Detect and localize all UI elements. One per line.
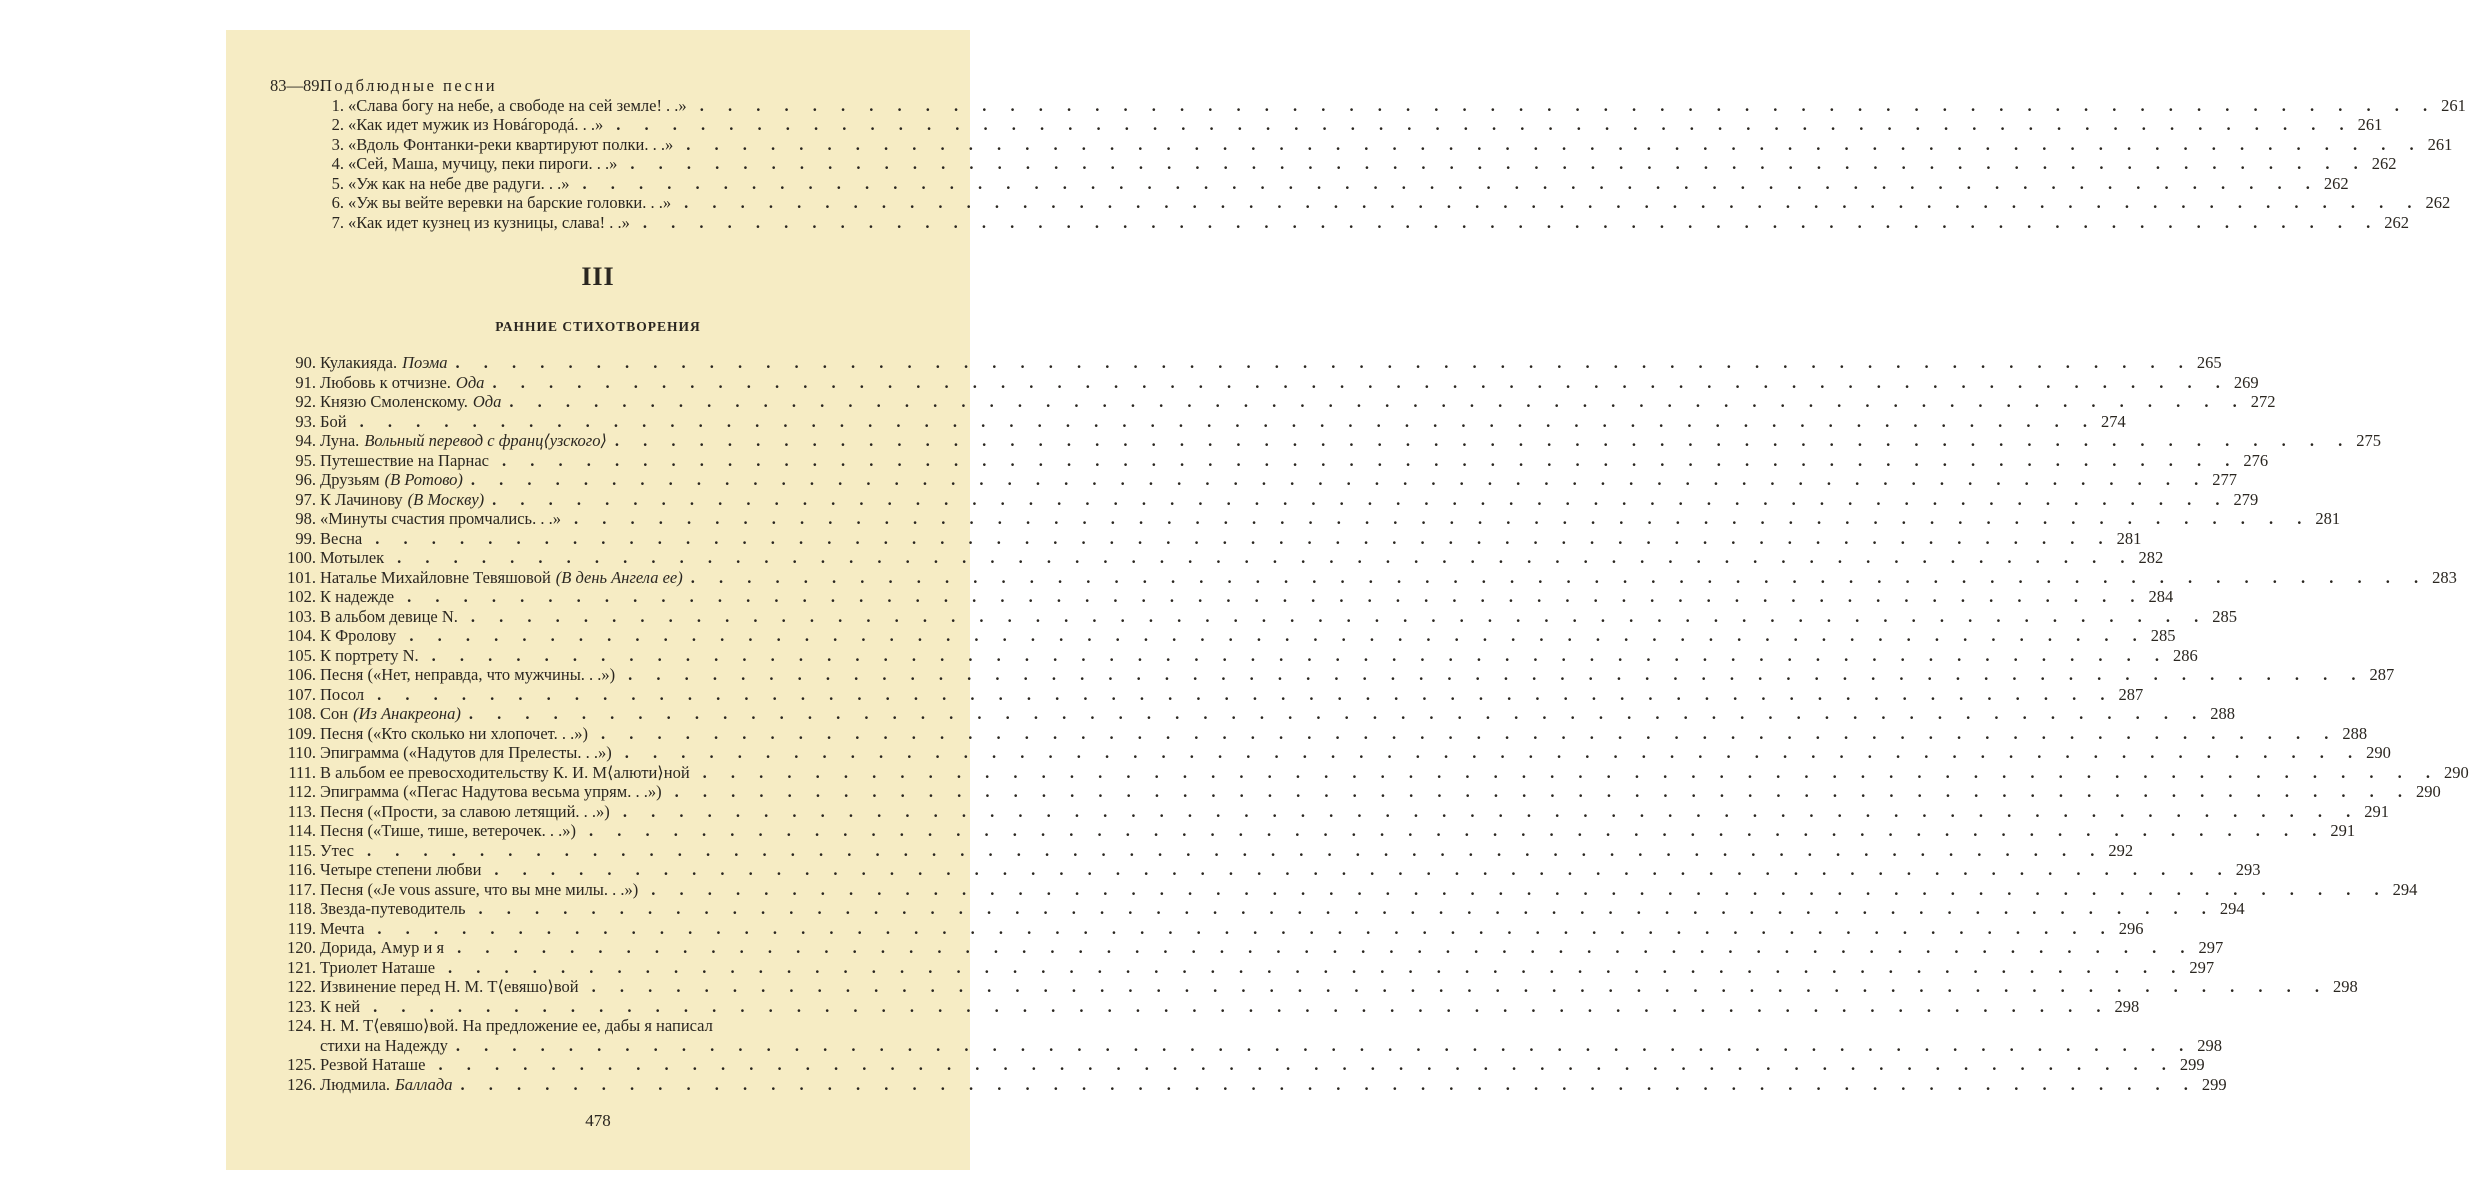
dot-leader: . . . . . . . . . . . . . . . . . . . . . . . . . . . . . . . . . . . . . . . . . . . . . . . . . . . . . . . . . . . . . . bbox=[377, 684, 2115, 704]
entry-page: 291 bbox=[2330, 821, 2356, 840]
toc-entry bbox=[270, 548, 2164, 568]
toc-entry bbox=[270, 938, 2224, 958]
entry-title: «Уж вы вейте веревки на барские головки. . .» bbox=[348, 193, 672, 212]
dot-leader: . . . . . . . . . . . . . . . . . . . . . . . . . . . . . . . . . . . . . . . . . . . . . . . . . . . . . . . . . . . . . . bbox=[431, 645, 2170, 665]
entry-page: 293 bbox=[2235, 860, 2261, 879]
entry-page: 261 bbox=[2427, 134, 2453, 154]
entry-title: Извинение перед Н. М. Т⟨евяшо⟩вой bbox=[320, 977, 579, 996]
dot-leader: . . . . . . . . . . . . . . . . . . . . . . . . . . . . . . . . . . . . . . . . . . . . . . . . . . . . . . . . . . . . . . bbox=[573, 509, 2312, 528]
entry-number: 3. bbox=[331, 134, 344, 154]
toc-entry bbox=[270, 762, 2469, 783]
toc-entry bbox=[270, 431, 2382, 451]
contents-list bbox=[270, 353, 2469, 1094]
entry-title: В альбом девице N. bbox=[320, 606, 458, 626]
entry-page: 282 bbox=[2138, 548, 2164, 567]
dot-leader: . . . . . . . . . . . . . . . . . . . . . . . . . . . . . . . . . . . . . . . . . . . . . . . . . . . . . . . . . . . . . . bbox=[630, 154, 2368, 173]
entry-number: 95. bbox=[295, 450, 316, 470]
toc-entry bbox=[270, 782, 2441, 802]
dot-leader: . . . . . . . . . . . . . . . . . . . . . . . . . . . . . . . . . . . . . . . . . . . . . . . . . . . . . . . . . . . . . . bbox=[359, 411, 2097, 431]
toc-entry bbox=[270, 665, 2395, 685]
dot-leader: . . . . . . . . . . . . . . . . . . . . . . . . . . . . . . . . . . . . . . . . . . . . . . . . . . . . . . . . . . . . . . bbox=[492, 489, 2230, 509]
dot-leader: . . . . . . . . . . . . . . . . . . . . . . . . . . . . . . . . . . . . . . . . . . . . . . . . . . . . . . . . . . . . . . bbox=[455, 353, 2193, 372]
dot-leader: . . . . . . . . . . . . . . . . . . . . . . . . . . . . . . . . . . . . . . . . . . . . . . . . . . . . . . . . . . . . . . bbox=[373, 996, 2111, 1016]
entry-title: Любовь к отчизне. bbox=[320, 372, 451, 392]
entry-page: 299 bbox=[2179, 1055, 2205, 1074]
entry-number: 90. bbox=[295, 353, 316, 372]
entry-title: Триолет Наташе bbox=[320, 957, 436, 977]
entry-title: Бой bbox=[320, 411, 347, 431]
entry-page: 261 bbox=[2357, 115, 2383, 134]
entry-title: Путешествие на Парнас bbox=[320, 450, 489, 470]
toc-entry bbox=[270, 193, 2451, 213]
toc-entry bbox=[270, 977, 2358, 997]
entry-number: 99. bbox=[295, 528, 316, 548]
entry-title: «Как идет кузнец из кузницы, слава! . .» bbox=[348, 212, 630, 232]
entry-title: Друзьям bbox=[320, 470, 380, 489]
entry-title: «Как идет мужик из Новáгородá. . .» bbox=[348, 115, 604, 134]
section-title: РАННИЕ СТИХОТВОРЕНИЯ bbox=[495, 319, 701, 334]
entry-title: К портрету N. bbox=[320, 645, 419, 665]
entry-title: Песня («Je vous assure, что вы мне милы. . .») bbox=[320, 879, 639, 899]
entry-title: «Слава богу на небе, а свободе на сей земле! . .» bbox=[348, 95, 687, 115]
dot-leader: . . . . . . . . . . . . . . . . . . . . . . . . . . . . . . . . . . . . . . . . . . . . . . . . . . . . . . . . . . . . . . bbox=[684, 193, 2422, 212]
entry-title: Князю Смоленскому. bbox=[320, 392, 468, 411]
toc-entry bbox=[270, 821, 2356, 841]
entry-page: 274 bbox=[2100, 411, 2126, 431]
toc-entry bbox=[270, 509, 2341, 529]
toc-entry-continuation bbox=[270, 1035, 2222, 1056]
toc-entry bbox=[270, 996, 2140, 1017]
dot-leader: . . . . . . . . . . . . . . . . . . . . . . . . . . . . . . . . . . . . . . . . . . . . . . . . . . . . . . . . . . . . . . bbox=[375, 528, 2113, 548]
entry-title: К ней bbox=[320, 996, 361, 1016]
entry-number: 113. bbox=[287, 801, 316, 821]
dot-leader: . . . . . . . . . . . . . . . . . . . . . . . . . . . . . . . . . . . . . . . . . . . . . . . . . . . . . . . . . . . . . . bbox=[614, 431, 2353, 450]
dot-leader: . . . . . . . . . . . . . . . . . . . . . . . . . . . . . . . . . . . . . . . . . . . . . . . . . . . . . . . . . . . . . . bbox=[478, 899, 2216, 918]
entry-title: В альбом ее превосходительству К. И. М⟨алюти⟩ной bbox=[320, 762, 690, 782]
dot-leader: . . . . . . . . . . . . . . . . . . . . . . . . . . . . . . . . . . . . . . . . . . . . . . . . . . . . . . . . . . . . . . bbox=[502, 450, 2240, 470]
entry-page: 262 bbox=[2371, 154, 2397, 173]
part-numeral: III bbox=[581, 262, 615, 291]
entry-number: 102. bbox=[287, 587, 316, 606]
entry-number: 6. bbox=[331, 193, 344, 212]
entry-title: Наталье Михайловне Тевяшовой bbox=[320, 567, 551, 587]
dot-leader: . . . . . . . . . . . . . . . . . . . . . . . . . . . . . . . . . . . . . . . . . . . . . . . . . . . . . . . . . . . . . . bbox=[457, 938, 2195, 957]
entry-page: 291 bbox=[2364, 801, 2389, 821]
entry-page: 262 bbox=[2323, 173, 2349, 193]
entry-title: Песня («Прости, за славою летящий. . .») bbox=[320, 801, 610, 821]
toc-entry bbox=[270, 899, 2245, 919]
dot-leader: . . . . . . . . . . . . . . . . . . . . . . . . . . . . . . . . . . . . . . . . . . . . . . . . . . . . . . . . . . . . . . bbox=[397, 548, 2135, 567]
toc-entry bbox=[270, 353, 2222, 373]
entry-title: «Вдоль Фонтанки-реки квартируют полки. . .» bbox=[348, 134, 674, 154]
dot-leader: . . . . . . . . . . . . . . . . . . . . . . . . . . . . . . . . . . . . . . . . . . . . . . . . . . . . . . . . . . . . . . bbox=[686, 134, 2424, 154]
toc-entry bbox=[270, 372, 2259, 393]
entry-title: Людмила. bbox=[320, 1074, 391, 1094]
toc-entry bbox=[270, 606, 2238, 627]
entry-page: 262 bbox=[2384, 212, 2410, 232]
toc-entry bbox=[270, 134, 2453, 155]
entry-genre: Поэма bbox=[402, 353, 448, 372]
entry-number: 92. bbox=[295, 392, 316, 411]
toc-entry bbox=[270, 918, 2144, 939]
entry-number: 114. bbox=[287, 821, 316, 840]
entry-number: 112. bbox=[287, 782, 316, 801]
dot-leader: . . . . . . . . . . . . . . . . . . . . . . . . . . . . . . . . . . . . . . . . . . . . . . . . . . . . . . . . . . . . . . bbox=[492, 372, 2230, 392]
dot-leader: . . . . . . . . . . . . . . . . . . . . . . . . . . . . . . . . . . . . . . . . . . . . . . . . . . . . . . . . . . . . . . bbox=[622, 801, 2361, 821]
entry-page: 296 bbox=[2118, 918, 2144, 938]
toc-entry-multiline bbox=[270, 1016, 924, 1036]
entry-genre: Ода bbox=[455, 372, 485, 392]
dot-leader: . . . . . . . . . . . . . . . . . . . . . . . . . . . . . . . . . . . . . . . . . . . . . . . . . . . . . . . . . . . . . . bbox=[690, 567, 2429, 587]
toc-entry bbox=[270, 489, 2259, 510]
entry-page: 288 bbox=[2210, 704, 2235, 723]
entry-title: Кулакияда. bbox=[320, 353, 398, 372]
entry-page: 290 bbox=[2415, 782, 2441, 801]
toc-entry bbox=[270, 801, 2389, 822]
entry-genre: (В Ротово) bbox=[384, 470, 463, 489]
toc-entry bbox=[270, 645, 2198, 666]
entry-number: 110. bbox=[287, 743, 316, 762]
toc-entry bbox=[270, 470, 2238, 490]
entry-page: 298 bbox=[2197, 1035, 2222, 1055]
entry-page: 285 bbox=[2150, 626, 2176, 645]
entry-page: 290 bbox=[2444, 762, 2469, 782]
toc-entry bbox=[270, 212, 2410, 233]
dot-leader: . . . . . . . . . . . . . . . . . . . . . . . . . . . . . . . . . . . . . . . . . . . . . . . . . . . . . . . . . . . . . . bbox=[438, 1055, 2176, 1074]
entry-page: 297 bbox=[2189, 957, 2215, 977]
entry-number: 94. bbox=[295, 431, 316, 450]
toc-entry bbox=[270, 173, 2349, 194]
entry-number: 121. bbox=[287, 957, 316, 977]
entry-page: 261 bbox=[2441, 95, 2466, 115]
entry-page: 298 bbox=[2114, 996, 2140, 1016]
entry-page: 281 bbox=[2116, 528, 2142, 548]
entry-number: 122. bbox=[287, 977, 316, 996]
entry-number: 100. bbox=[287, 548, 316, 567]
entry-genre: (В Москву) bbox=[407, 489, 485, 509]
entry-genre: Вольный перевод с франц⟨узского⟩ bbox=[364, 431, 607, 450]
entry-page: 285 bbox=[2212, 606, 2238, 626]
dot-leader: . . . . . . . . . . . . . . . . . . . . . . . . . . . . . . . . . . . . . . . . . . . . . . . . . . . . . . . . . . . . . . bbox=[366, 840, 2105, 860]
entry-title: Мечта bbox=[320, 918, 365, 938]
toc-entry bbox=[270, 1074, 2227, 1095]
entry-number: 106. bbox=[287, 665, 316, 684]
dot-leader: . . . . . . . . . . . . . . . . . . . . . . . . . . . . . . . . . . . . . . . . . . . . . . . . . . . . . . . . . . . . . . bbox=[589, 821, 2327, 840]
toc-entry bbox=[270, 567, 2457, 588]
entry-page: 272 bbox=[2250, 392, 2276, 411]
dot-leader: . . . . . . . . . . . . . . . . . . . . . . . . . . . . . . . . . . . . . . . . . . . . . . . . . . . . . . . . . . . . . . bbox=[470, 606, 2209, 626]
toc-entry bbox=[270, 743, 2391, 763]
toc-entry bbox=[270, 879, 2418, 900]
entry-genre: Баллада bbox=[395, 1074, 453, 1094]
entry-page: 262 bbox=[2425, 193, 2451, 212]
book-page bbox=[226, 30, 2469, 1170]
entry-page: 294 bbox=[2219, 899, 2245, 918]
entry-number: 109. bbox=[287, 723, 316, 743]
entry-title: К надежде bbox=[320, 587, 395, 606]
entry-number: 123. bbox=[287, 996, 316, 1016]
entry-number: 103. bbox=[287, 606, 316, 626]
entry-page: 286 bbox=[2173, 645, 2198, 665]
entry-number: 101. bbox=[287, 567, 316, 587]
toc-entry bbox=[270, 626, 2176, 646]
entry-title: Резвой Наташе bbox=[320, 1055, 426, 1074]
entry-genre: Ода bbox=[472, 392, 502, 411]
toc-entry bbox=[270, 528, 2142, 549]
entry-number: 98. bbox=[295, 509, 316, 528]
dot-leader: . . . . . . . . . . . . . . . . . . . . . . . . . . . . . . . . . . . . . . . . . . . . . . . . . . . . . . . . . . . . . . bbox=[699, 95, 2438, 115]
entry-page: 297 bbox=[2198, 938, 2224, 957]
entry-genre: (В день Ангела ее) bbox=[555, 567, 683, 587]
entry-number: 108. bbox=[287, 704, 316, 723]
toc-entry bbox=[270, 95, 2466, 116]
entry-page: 275 bbox=[2356, 431, 2382, 450]
entry-page: 290 bbox=[2366, 743, 2391, 762]
entry-page: 292 bbox=[2108, 840, 2134, 860]
entry-page: 294 bbox=[2392, 879, 2418, 899]
entry-title: К Лачинову bbox=[320, 489, 403, 509]
entry-title: Посол bbox=[320, 684, 365, 704]
dot-leader: . . . . . . . . . . . . . . . . . . . . . . . . . . . . . . . . . . . . . . . . . . . . . . . . . . . . . . . . . . . . . . bbox=[494, 860, 2232, 879]
entry-title: Эпиграмма («Пегас Надутова весьма упрям. . .») bbox=[320, 782, 662, 801]
dot-leader: . . . . . . . . . . . . . . . . . . . . . . . . . . . . . . . . . . . . . . . . . . . . . . . . . . . . . . . . . . . . . . bbox=[407, 587, 2145, 606]
group-title: Подблюдные песни bbox=[320, 76, 498, 95]
dot-leader: . . . . . . . . . . . . . . . . . . . . . . . . . . . . . . . . . . . . . . . . . . . . . . . . . . . . . . . . . . . . . . bbox=[377, 918, 2115, 938]
entry-title-line2: стихи на Надежду bbox=[320, 1035, 448, 1055]
dot-leader: . . . . . . . . . . . . . . . . . . . . . . . . . . . . . . . . . . . . . . . . . . . . . . . . . . . . . . . . . . . . . . bbox=[651, 879, 2389, 899]
entry-page: 284 bbox=[2148, 587, 2174, 606]
toc-entry bbox=[270, 587, 2174, 607]
dot-leader: . . . . . . . . . . . . . . . . . . . . . . . . . . . . . . . . . . . . . . . . . . . . . . . . . . . . . . . . . . . . . . bbox=[460, 1074, 2198, 1094]
entry-number: 91. bbox=[295, 372, 316, 392]
dot-leader: . . . . . . . . . . . . . . . . . . . . . . . . . . . . . . . . . . . . . . . . . . . . . . . . . . . . . . . . . . . . . . bbox=[582, 173, 2320, 193]
entry-number: 126. bbox=[287, 1074, 316, 1094]
toc-entry bbox=[270, 704, 2235, 724]
dot-leader: . . . . . . . . . . . . . . . . . . . . . . . . . . . . . . . . . . . . . . . . . . . . . . . . . . . . . . . . . . . . . . bbox=[702, 762, 2441, 782]
dot-leader: . . . . . . . . . . . . . . . . . . . . . . . . . . . . . . . . . . . . . . . . . . . . . . . . . . . . . . . . . . . . . . bbox=[468, 704, 2207, 723]
entry-number: 4. bbox=[331, 154, 344, 173]
entry-title: Дорида, Амур и я bbox=[320, 938, 445, 957]
toc-entry bbox=[270, 115, 2383, 135]
entry-page: 279 bbox=[2233, 489, 2259, 509]
toc-entry bbox=[270, 392, 2276, 412]
entry-number: 96. bbox=[295, 470, 316, 489]
dot-leader: . . . . . . . . . . . . . . . . . . . . . . . . . . . . . . . . . . . . . . . . . . . . . . . . . . . . . . . . . . . . . . bbox=[601, 723, 2339, 743]
dot-leader: . . . . . . . . . . . . . . . . . . . . . . . . . . . . . . . . . . . . . . . . . . . . . . . . . . . . . . . . . . . . . . bbox=[470, 470, 2209, 489]
entry-title: «Сей, Маша, мучицу, пеки пироги. . .» bbox=[348, 154, 618, 173]
entry-number: 119. bbox=[287, 918, 316, 938]
entry-number: 124. bbox=[287, 1016, 316, 1035]
entry-number: 1. bbox=[331, 95, 344, 115]
toc-entry bbox=[270, 154, 2397, 174]
entry-number: 104. bbox=[287, 626, 316, 645]
entry-title-line1: Н. М. Т⟨евяшо⟩вой. На предложение ее, дабы я написал bbox=[320, 1016, 713, 1035]
toc-entry bbox=[270, 723, 2368, 744]
toc-entry bbox=[270, 1055, 2205, 1075]
group-heading bbox=[270, 76, 924, 96]
entry-title: Четыре степени любви bbox=[320, 860, 482, 879]
entry-number: 120. bbox=[287, 938, 316, 957]
entry-page: 298 bbox=[2332, 977, 2358, 996]
entry-number: 107. bbox=[287, 684, 316, 704]
dot-leader: . . . . . . . . . . . . . . . . . . . . . . . . . . . . . . . . . . . . . . . . . . . . . . . . . . . . . . . . . . . . . . bbox=[509, 392, 2247, 411]
group-number: 83—89. bbox=[270, 76, 324, 95]
entry-genre: (Из Анакреона) bbox=[353, 704, 461, 723]
entry-number: 105. bbox=[287, 645, 316, 665]
dot-leader: . . . . . . . . . . . . . . . . . . . . . . . . . . . . . . . . . . . . . . . . . . . . . . . . . . . . . . . . . . . . . . bbox=[616, 115, 2354, 134]
entry-number: 2. bbox=[331, 115, 344, 134]
entry-number: 5. bbox=[331, 173, 344, 193]
entry-title: Весна bbox=[320, 528, 363, 548]
toc-entry bbox=[270, 957, 2215, 978]
entry-title: К Фролову bbox=[320, 626, 397, 645]
entry-title: Мотылек bbox=[320, 548, 385, 567]
entry-title: Звезда-путеводитель bbox=[320, 899, 466, 918]
toc-entry bbox=[270, 840, 2134, 861]
entry-title: Песня («Кто сколько ни хлопочет. . .») bbox=[320, 723, 588, 743]
entry-title: Луна. bbox=[320, 431, 360, 450]
entry-number: 117. bbox=[287, 879, 316, 899]
dot-leader: . . . . . . . . . . . . . . . . . . . . . . . . . . . . . . . . . . . . . . . . . . . . . . . . . . . . . . . . . . . . . . bbox=[642, 212, 2381, 232]
entry-title: «Уж как на небе две радуги. . .» bbox=[348, 173, 570, 193]
entry-page: 281 bbox=[2315, 509, 2341, 528]
entry-number: 97. bbox=[295, 489, 316, 509]
entry-page: 288 bbox=[2342, 723, 2368, 743]
dot-leader: . . . . . . . . . . . . . . . . . . . . . . . . . . . . . . . . . . . . . . . . . . . . . . . . . . . . . . . . . . . . . . bbox=[628, 665, 2366, 684]
page-number: 478 bbox=[585, 1111, 611, 1130]
dot-leader: . . . . . . . . . . . . . . . . . . . . . . . . . . . . . . . . . . . . . . . . . . . . . . . . . . . . . . . . . . . . . . bbox=[624, 743, 2363, 762]
toc-entry bbox=[270, 411, 2126, 432]
dot-leader: . . . . . . . . . . . . . . . . . . . . . . . . . . . . . . . . . . . . . . . . . . . . . . . . . . . . . . . . . . . . . . bbox=[448, 957, 2186, 977]
dot-leader: . . . . . . . . . . . . . . . . . . . . . . . . . . . . . . . . . . . . . . . . . . . . . . . . . . . . . . . . . . . . . . bbox=[591, 977, 2329, 996]
entry-number: 7. bbox=[331, 212, 344, 232]
toc-entry bbox=[270, 684, 2144, 705]
entry-title: Песня («Тише, тише, ветерочек. . .») bbox=[320, 821, 576, 840]
entry-page: 277 bbox=[2212, 470, 2238, 489]
dot-leader: . . . . . . . . . . . . . . . . . . . . . . . . . . . . . . . . . . . . . . . . . . . . . . . . . . . . . . . . . . . . . . bbox=[409, 626, 2147, 645]
entry-page: 283 bbox=[2432, 567, 2457, 587]
dot-leader: . . . . . . . . . . . . . . . . . . . . . . . . . . . . . . . . . . . . . . . . . . . . . . . . . . . . . . . . . . . . . . bbox=[455, 1035, 2194, 1055]
entry-page: 276 bbox=[2243, 450, 2269, 470]
toc-entry bbox=[270, 450, 2269, 471]
entry-title: Эпиграмма («Надутов для Прелесты. . .») bbox=[320, 743, 612, 762]
entry-page: 299 bbox=[2201, 1074, 2227, 1094]
entry-title: «Минуты счастия промчались. . .» bbox=[320, 509, 561, 528]
entry-page: 287 bbox=[2369, 665, 2395, 684]
dot-leader: . . . . . . . . . . . . . . . . . . . . . . . . . . . . . . . . . . . . . . . . . . . . . . . . . . . . . . . . . . . . . . bbox=[674, 782, 2412, 801]
entry-number: 118. bbox=[287, 899, 316, 918]
group-block bbox=[270, 76, 2466, 232]
entry-page: 269 bbox=[2233, 372, 2259, 392]
entry-page: 265 bbox=[2196, 353, 2222, 372]
entry-number: 116. bbox=[287, 860, 316, 879]
entry-number: 125. bbox=[287, 1055, 316, 1074]
entry-number: 115. bbox=[287, 840, 316, 860]
entry-number: 93. bbox=[295, 411, 316, 431]
entry-page: 287 bbox=[2118, 684, 2144, 704]
entry-title: Песня («Нет, неправда, что мужчины. . .») bbox=[320, 665, 616, 684]
entry-number: 111. bbox=[288, 762, 316, 782]
entry-title: Утес bbox=[320, 840, 354, 860]
toc-entry bbox=[270, 860, 2261, 880]
entry-title: Сон bbox=[320, 704, 349, 723]
